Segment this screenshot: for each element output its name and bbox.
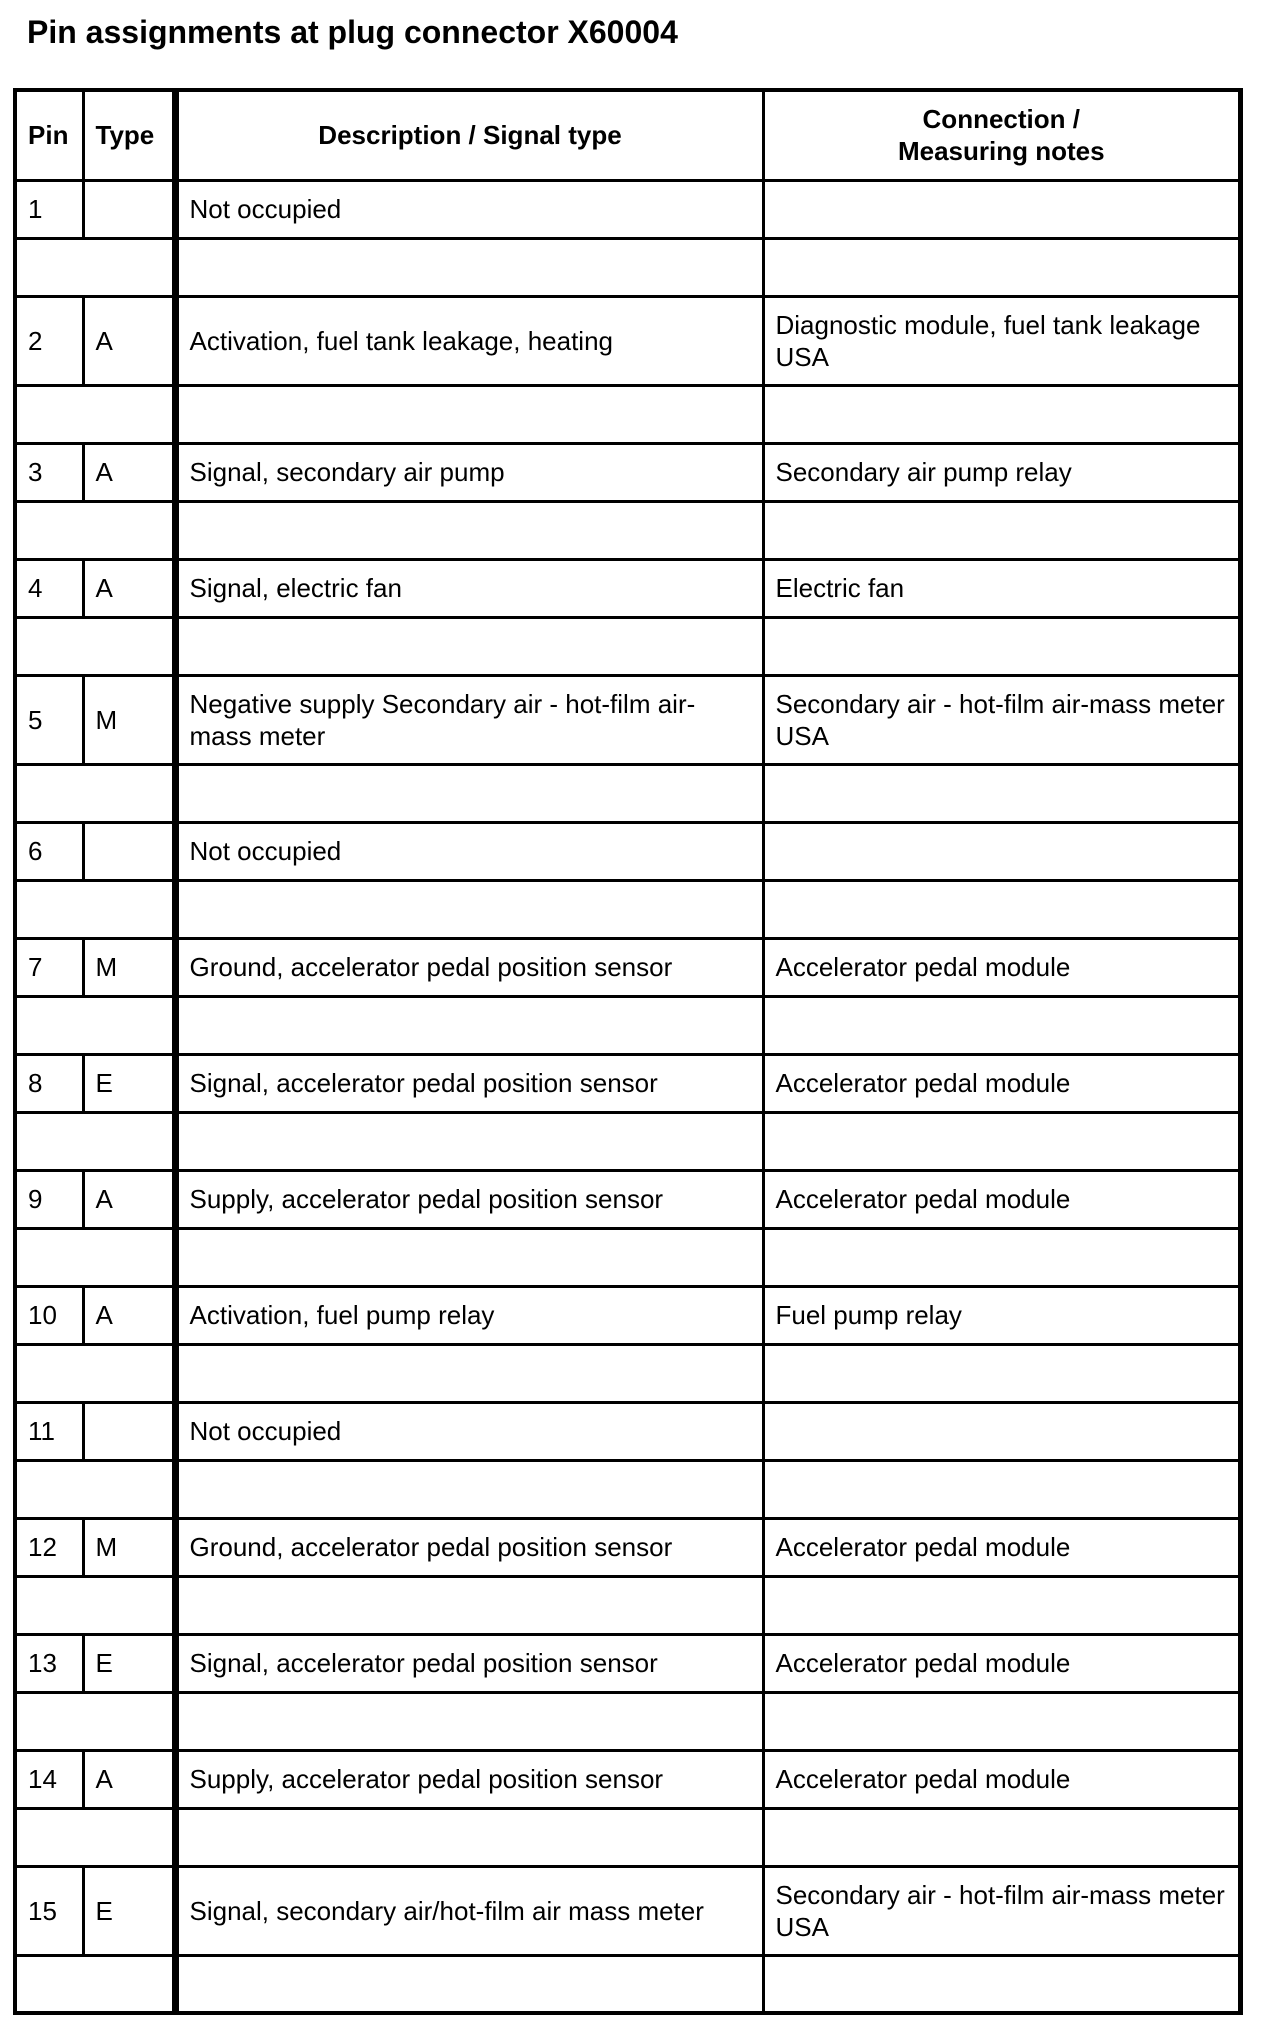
description-cell: Ground, accelerator pedal position sensor bbox=[175, 938, 763, 996]
spacer-cell bbox=[15, 880, 175, 938]
spacer-cell bbox=[15, 1344, 175, 1402]
connection-cell: Accelerator pedal module bbox=[763, 1170, 1241, 1228]
table-row bbox=[15, 1170, 1241, 1228]
spacer-cell bbox=[763, 996, 1241, 1054]
connection-cell: Fuel pump relay bbox=[763, 1286, 1241, 1344]
connection-cell bbox=[763, 822, 1241, 880]
pin-cell: 15 bbox=[15, 1866, 83, 1955]
description-cell: Supply, accelerator pedal position sensor bbox=[175, 1170, 763, 1228]
spacer-cell bbox=[15, 996, 175, 1054]
description-cell: Signal, secondary air/hot-film air mass meter bbox=[175, 1866, 763, 1955]
type-cell bbox=[83, 180, 175, 238]
connection-cell: Diagnostic module, fuel tank leakage USA bbox=[763, 296, 1241, 385]
description-cell: Not occupied bbox=[175, 822, 763, 880]
spacer-row bbox=[15, 501, 1241, 559]
spacer-row bbox=[15, 1460, 1241, 1518]
spacer-cell bbox=[175, 1228, 763, 1286]
spacer-cell bbox=[763, 1228, 1241, 1286]
spacer-cell bbox=[763, 1955, 1241, 2013]
pin-cell: 5 bbox=[15, 675, 83, 764]
description-cell: Signal, electric fan bbox=[175, 559, 763, 617]
spacer-cell bbox=[175, 385, 763, 443]
spacer-cell bbox=[15, 1808, 175, 1866]
spacer-cell bbox=[175, 501, 763, 559]
table-row bbox=[15, 822, 1241, 880]
spacer-cell bbox=[763, 1808, 1241, 1866]
pin-cell: 14 bbox=[15, 1750, 83, 1808]
spacer-cell bbox=[763, 385, 1241, 443]
spacer-row bbox=[15, 1344, 1241, 1402]
pin-cell: 3 bbox=[15, 443, 83, 501]
type-cell: A bbox=[83, 1750, 175, 1808]
connection-cell: Secondary air - hot-film air-mass meter USA bbox=[763, 675, 1241, 764]
type-cell: E bbox=[83, 1866, 175, 1955]
connection-cell bbox=[763, 1402, 1241, 1460]
spacer-row bbox=[15, 1692, 1241, 1750]
table-row bbox=[15, 1866, 1241, 1955]
header-description: Description / Signal type bbox=[175, 90, 763, 180]
type-cell: A bbox=[83, 296, 175, 385]
page-title: Pin assignments at plug connector X60004 bbox=[27, 14, 678, 50]
spacer-row bbox=[15, 1808, 1241, 1866]
spacer-cell bbox=[763, 1692, 1241, 1750]
type-cell: A bbox=[83, 1286, 175, 1344]
description-cell: Activation, fuel pump relay bbox=[175, 1286, 763, 1344]
spacer-row bbox=[15, 1228, 1241, 1286]
connection-cell bbox=[763, 180, 1241, 238]
description-cell: Not occupied bbox=[175, 1402, 763, 1460]
header-connection-line2: Measuring notes bbox=[897, 136, 1105, 167]
pin-cell: 6 bbox=[15, 822, 83, 880]
spacer-cell bbox=[175, 1955, 763, 2013]
table-row bbox=[15, 675, 1241, 764]
connection-cell: Accelerator pedal module bbox=[763, 1634, 1241, 1692]
pin-cell: 4 bbox=[15, 559, 83, 617]
spacer-row bbox=[15, 1112, 1241, 1170]
description-cell: Not occupied bbox=[175, 180, 763, 238]
spacer-cell bbox=[15, 1228, 175, 1286]
description-cell: Supply, accelerator pedal position sensor bbox=[175, 1750, 763, 1808]
table-row bbox=[15, 1286, 1241, 1344]
table-row bbox=[15, 443, 1241, 501]
spacer-cell bbox=[175, 238, 763, 296]
type-cell: E bbox=[83, 1054, 175, 1112]
description-cell: Signal, secondary air pump bbox=[175, 443, 763, 501]
spacer-row bbox=[15, 880, 1241, 938]
table-row bbox=[15, 559, 1241, 617]
spacer-cell bbox=[175, 617, 763, 675]
table-row bbox=[15, 1402, 1241, 1460]
spacer-cell bbox=[175, 1576, 763, 1634]
spacer-cell bbox=[175, 1460, 763, 1518]
table-row bbox=[15, 1634, 1241, 1692]
pin-cell: 1 bbox=[15, 180, 83, 238]
header-connection-line1: Connection / bbox=[922, 104, 1080, 135]
spacer-cell bbox=[15, 1460, 175, 1518]
type-cell bbox=[83, 1402, 175, 1460]
spacer-cell bbox=[763, 617, 1241, 675]
spacer-row bbox=[15, 385, 1241, 443]
table-row bbox=[15, 296, 1241, 385]
spacer-cell bbox=[763, 1344, 1241, 1402]
table-row bbox=[15, 1054, 1241, 1112]
spacer-cell bbox=[15, 617, 175, 675]
connection-cell: Accelerator pedal module bbox=[763, 938, 1241, 996]
spacer-cell bbox=[15, 764, 175, 822]
connection-cell: Accelerator pedal module bbox=[763, 1750, 1241, 1808]
description-cell: Activation, fuel tank leakage, heating bbox=[175, 296, 763, 385]
spacer-row bbox=[15, 1576, 1241, 1634]
table-row bbox=[15, 938, 1241, 996]
pin-cell: 11 bbox=[15, 1402, 83, 1460]
type-cell: E bbox=[83, 1634, 175, 1692]
spacer-cell bbox=[175, 1692, 763, 1750]
spacer-cell bbox=[175, 996, 763, 1054]
spacer-cell bbox=[763, 1576, 1241, 1634]
description-cell: Negative supply Secondary air - hot-film air-mass meter bbox=[175, 675, 763, 764]
spacer-cell bbox=[15, 501, 175, 559]
spacer-cell bbox=[175, 1112, 763, 1170]
spacer-cell bbox=[763, 764, 1241, 822]
type-cell bbox=[83, 822, 175, 880]
type-cell: A bbox=[83, 443, 175, 501]
pin-cell: 10 bbox=[15, 1286, 83, 1344]
table-header-row bbox=[15, 90, 1241, 180]
header-connection bbox=[763, 90, 1241, 180]
spacer-row bbox=[15, 996, 1241, 1054]
spacer-cell bbox=[175, 764, 763, 822]
spacer-cell bbox=[763, 1460, 1241, 1518]
type-cell: M bbox=[83, 938, 175, 996]
spacer-cell bbox=[15, 238, 175, 296]
connection-cell: Accelerator pedal module bbox=[763, 1518, 1241, 1576]
connection-cell: Secondary air - hot-film air-mass meter USA bbox=[763, 1866, 1241, 1955]
description-cell: Ground, accelerator pedal position sensor bbox=[175, 1518, 763, 1576]
spacer-cell bbox=[763, 238, 1241, 296]
spacer-row bbox=[15, 617, 1241, 675]
spacer-cell bbox=[15, 1576, 175, 1634]
type-cell: A bbox=[83, 1170, 175, 1228]
header-type: Type bbox=[83, 90, 175, 180]
spacer-cell bbox=[763, 880, 1241, 938]
pin-cell: 9 bbox=[15, 1170, 83, 1228]
spacer-cell bbox=[15, 1112, 175, 1170]
spacer-cell bbox=[15, 1692, 175, 1750]
pin-assignment-table bbox=[13, 88, 1243, 2015]
type-cell: M bbox=[83, 1518, 175, 1576]
spacer-cell bbox=[175, 1808, 763, 1866]
pin-cell: 2 bbox=[15, 296, 83, 385]
spacer-cell bbox=[175, 880, 763, 938]
connection-cell: Accelerator pedal module bbox=[763, 1054, 1241, 1112]
connection-cell: Secondary air pump relay bbox=[763, 443, 1241, 501]
spacer-row bbox=[15, 1955, 1241, 2013]
type-cell: A bbox=[83, 559, 175, 617]
table-row bbox=[15, 180, 1241, 238]
pin-cell: 7 bbox=[15, 938, 83, 996]
description-cell: Signal, accelerator pedal position sensor bbox=[175, 1054, 763, 1112]
pin-cell: 8 bbox=[15, 1054, 83, 1112]
table-row bbox=[15, 1750, 1241, 1808]
pin-cell: 13 bbox=[15, 1634, 83, 1692]
pin-cell: 12 bbox=[15, 1518, 83, 1576]
header-pin: Pin bbox=[15, 90, 83, 180]
table-row bbox=[15, 1518, 1241, 1576]
spacer-cell bbox=[763, 501, 1241, 559]
spacer-cell bbox=[763, 1112, 1241, 1170]
description-cell: Signal, accelerator pedal position sensor bbox=[175, 1634, 763, 1692]
spacer-row bbox=[15, 238, 1241, 296]
spacer-cell bbox=[15, 1955, 175, 2013]
spacer-cell bbox=[175, 1344, 763, 1402]
spacer-cell bbox=[15, 385, 175, 443]
spacer-row bbox=[15, 764, 1241, 822]
type-cell: M bbox=[83, 675, 175, 764]
connection-cell: Electric fan bbox=[763, 559, 1241, 617]
